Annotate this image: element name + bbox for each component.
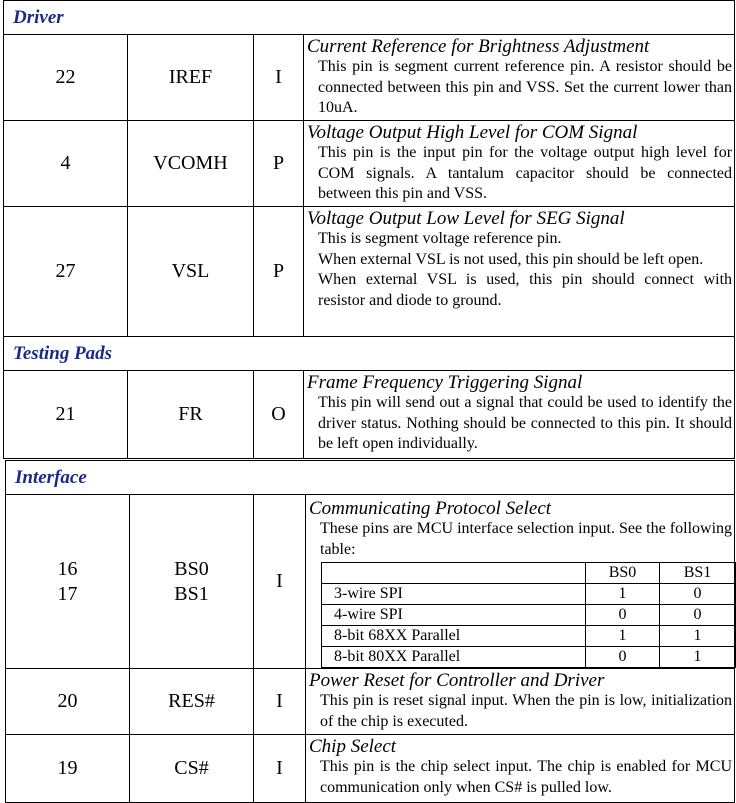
description-text: These pins are MCU interface selection input. See the following table: — [320, 520, 733, 558]
pin-name: CS# — [130, 735, 254, 803]
description-text: This pin will send out a signal that could be used to identify the driver status. Nothing should be connected to this pin. It should be left open individually. — [318, 394, 733, 452]
pin-type: I — [254, 35, 304, 121]
pin-table-interface — [5, 460, 735, 803]
table-row — [4, 121, 735, 207]
pin-type: P — [254, 207, 304, 337]
section-title-testing-pads: Testing Pads — [4, 337, 735, 371]
table-row: 8-bit 80XX Parallel 0 1 — [322, 647, 736, 668]
description-heading: Current Reference for Brightness Adjustment — [307, 36, 650, 57]
pin-name: BS0 BS1 — [130, 495, 254, 669]
table-row — [6, 735, 735, 803]
description-line: This is segment voltage reference pin. — [318, 230, 562, 247]
pin-description — [304, 207, 735, 337]
description-heading: Power Reset for Controller and Driver — [309, 670, 605, 691]
table-row: 3-wire SPI 1 0 — [322, 584, 736, 605]
pin-description — [306, 669, 735, 735]
table-row — [6, 495, 735, 669]
description-heading: Voltage Output Low Level for SEG Signal — [307, 208, 625, 229]
pin-name: VSL — [128, 207, 254, 337]
description-text: This pin is segment current reference pin. A resistor should be connected between this pin and VSS. Set the current lower than 10uA. — [318, 58, 733, 116]
pin-type: I — [254, 495, 306, 669]
section-title-driver: Driver — [4, 1, 735, 35]
interface-selection-table — [321, 562, 736, 668]
description-text: This pin is the chip select input. The chip is enabled for MCU communication only when CS# is pulled low. — [320, 758, 733, 796]
pin-number: 22 — [4, 35, 128, 121]
table-row — [6, 669, 735, 735]
pin-name: VCOMH — [128, 121, 254, 207]
description-heading: Chip Select — [309, 736, 397, 757]
description-text: This pin is the input pin for the voltage output high level for COM signals. A tantalum capacitor should be connected between this pin and VSS. — [318, 144, 733, 202]
table-row: 8-bit 68XX Parallel 1 1 — [322, 626, 736, 647]
pin-description — [306, 495, 735, 669]
pin-number: 19 — [6, 735, 130, 803]
pin-type: O — [254, 371, 304, 459]
pin-description — [304, 121, 735, 207]
pin-name: RES# — [130, 669, 254, 735]
pin-table-driver-testing — [3, 0, 735, 459]
pin-number: 27 — [4, 207, 128, 337]
pin-number: 21 — [4, 371, 128, 459]
description-line: When external VSL is not used, this pin should be left open. — [318, 250, 704, 268]
description-heading: Frame Frequency Triggering Signal — [307, 372, 583, 393]
description-heading: Voltage Output High Level for COM Signal — [307, 122, 638, 143]
pin-number: 20 — [6, 669, 130, 735]
pin-type: P — [254, 121, 304, 207]
pin-description — [304, 371, 735, 459]
pin-name: IREF — [128, 35, 254, 121]
pin-number: 16 17 — [6, 495, 130, 669]
pin-type: I — [254, 735, 306, 803]
pin-description — [304, 35, 735, 121]
section-title-interface: Interface — [6, 461, 735, 495]
pin-name: FR — [128, 371, 254, 459]
pin-type: I — [254, 669, 306, 735]
table-row — [4, 207, 735, 337]
table-row — [4, 371, 735, 459]
description-text: This pin is reset signal input. When the pin is low, initialization of the chip is executed. — [320, 692, 733, 730]
pin-number: 4 — [4, 121, 128, 207]
table-row: 4-wire SPI 0 0 — [322, 605, 736, 626]
table-row — [4, 35, 735, 121]
pin-description — [306, 735, 735, 803]
table-header-row: BS0 BS1 — [322, 563, 736, 584]
description-heading: Communicating Protocol Select — [309, 498, 552, 519]
description-line: When external VSL is used, this pin should connect with resistor and diode to ground. — [318, 271, 733, 309]
